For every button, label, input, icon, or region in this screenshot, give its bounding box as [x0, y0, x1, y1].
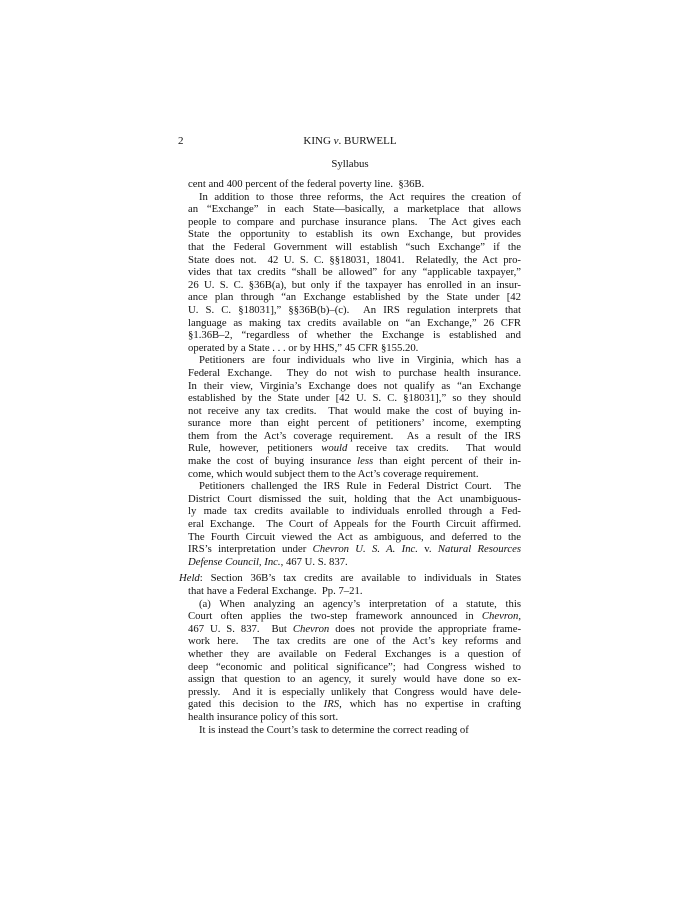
text-line	[188, 673, 521, 686]
text-segment: IRS’s interpretation under	[188, 543, 313, 556]
text-line	[188, 493, 521, 506]
text-segment: Rule, however, petitioners	[188, 442, 322, 455]
text-segment: ly made tax credits available to individuals enrolled through a Fed-	[188, 505, 521, 518]
text-line	[188, 648, 521, 661]
text-line	[188, 598, 521, 611]
text-segment: vides that tax credits “shall be allowed” for any “applicable taxpayer,”	[188, 266, 521, 279]
text-segment: District Court dismissed the suit, holding that the Act unambiguous-	[188, 492, 521, 505]
paragraph	[188, 191, 521, 355]
text-segment: operated by a State . . . or by HHS,” 45 CFR §155.20.	[188, 341, 419, 354]
text-line	[188, 724, 521, 737]
running-head-v: v	[333, 135, 339, 147]
text-segment: 467 U. S. 837. But	[188, 622, 293, 635]
text-segment: It is instead the Court’s task to determine the correct reading of	[199, 723, 469, 736]
text-line	[188, 585, 521, 598]
paragraph	[188, 724, 521, 737]
text-segment: ,	[518, 610, 521, 623]
italic-text: Chevron	[292, 622, 330, 635]
text-line	[188, 291, 521, 304]
text-segment: Petitioners challenged the IRS Rule in Federal District Court. The	[199, 480, 521, 493]
text-line	[188, 367, 521, 380]
text-line	[188, 304, 521, 317]
text-segment: not receive any tax credits. That would make the cost of buying in-	[188, 404, 521, 417]
text-line	[188, 505, 521, 518]
text-line	[188, 430, 521, 443]
text-line	[188, 266, 521, 279]
italic-text: would	[321, 442, 348, 455]
text-line	[188, 342, 521, 355]
text-line	[188, 661, 521, 674]
text-line	[188, 216, 521, 229]
text-line	[188, 455, 521, 468]
italic-text: Chevron	[481, 610, 519, 623]
text-line	[188, 417, 521, 430]
text-segment: U. S. C. §18031],” §§36B(b)–(c). An IRS regulation interprets that	[188, 303, 521, 316]
text-segment: whether they are available on Federal Exchanges is a question of	[188, 647, 521, 660]
text-segment: eral Exchange. The Court of Appeals for the Fourth Circuit affirmed.	[188, 518, 521, 531]
text-segment: (a) When analyzing an agency’s interpretation of a statute, this	[199, 597, 521, 610]
text-segment: In their view, Virginia’s Exchange does not qualify as “an Exchange	[188, 379, 521, 392]
held-paragraph	[179, 572, 521, 597]
paragraph	[188, 354, 521, 480]
text-line	[188, 380, 521, 393]
text-segment: an “Exchange” in each State—basically, a marketplace that allows	[188, 203, 521, 216]
text-line	[188, 468, 521, 481]
text-segment: State does not. 42 U. S. C. §§18031, 18041. Relatedly, the Act pro-	[188, 253, 521, 266]
text-line	[188, 191, 521, 204]
text-segment: In addition to those three reforms, the Act requires the creation of	[199, 190, 521, 203]
text-segment: receive tax credits. That would	[347, 442, 521, 455]
italic-text: Held	[179, 572, 200, 585]
text-segment: Petitioners are four individuals who live in Virginia, which has a	[199, 354, 521, 367]
text-segment: established by the State under [42 U. S. C. §18031],” so they should	[188, 392, 521, 405]
text-segment: assign that question to an agency, it surely would have done so ex-	[188, 673, 521, 686]
text-line	[188, 698, 521, 711]
text-segment: Federal Exchange. They do not wish to purchase health insurance.	[188, 366, 521, 379]
text-line	[188, 241, 521, 254]
text-segment: , which has no expertise in crafting	[339, 698, 521, 711]
text-segment: ance plan through “an Exchange established by the State under [42	[188, 291, 521, 304]
text-line	[188, 178, 521, 191]
text-segment: gated this decision to the	[188, 698, 324, 711]
text-line	[188, 531, 521, 544]
text-line	[188, 203, 521, 216]
text-line	[188, 317, 521, 330]
text-line	[188, 392, 521, 405]
italic-text: Defense Council, Inc.	[188, 555, 281, 568]
text-line	[188, 442, 521, 455]
text-segment: deep “economic and political significance”; had Congress wished to	[188, 660, 521, 673]
text-line	[188, 405, 521, 418]
running-head-pre: KING	[303, 135, 334, 147]
text-segment: them from the Act’s coverage requirement. As a result of the IRS	[188, 429, 521, 442]
text-segment: The Fourth Circuit viewed the Act as ambiguous, and deferred to the	[188, 530, 521, 543]
text-segment: Court often applies the two-step framework announced in	[188, 610, 482, 623]
text-segment: than eight percent of their in-	[373, 455, 521, 468]
italic-text: IRS	[323, 698, 340, 711]
text-segment: §1.36B–2, “regardless of whether the Exchange is established and	[188, 329, 521, 342]
text-segment: v.	[417, 543, 438, 556]
text-line	[188, 480, 521, 493]
text-line	[188, 329, 521, 342]
text-segment: State the opportunity to establish its own Exchange, but provides	[188, 228, 521, 241]
italic-text: Chevron U. S. A. Inc.	[312, 543, 418, 556]
italic-text: less	[357, 455, 374, 468]
italic-text: Natural Resources	[437, 543, 521, 556]
text-segment: : Section 36B’s tax credits are available to individuals in States	[199, 572, 521, 585]
text-segment: come, which would subject them to the Act’s coverage requirement.	[188, 467, 479, 480]
text-segment: health insurance policy of this sort.	[188, 710, 339, 723]
running-head	[0, 134, 700, 148]
text-line	[188, 686, 521, 699]
text-segment: does not provide the appropriate frame-	[329, 622, 522, 635]
paragraph	[188, 178, 521, 191]
text-line	[188, 711, 521, 724]
text-line	[179, 572, 521, 585]
text-line	[188, 518, 521, 531]
section-title: Syllabus	[331, 158, 369, 170]
text-line	[188, 354, 521, 367]
text-segment: people to compare and purchase insurance plans. The Act gives each	[188, 215, 521, 228]
text-segment: make the cost of buying insurance	[188, 455, 358, 468]
paragraph	[188, 480, 521, 568]
text-segment: pressly. And it is especially unlikely that Congress would have dele-	[188, 685, 521, 698]
paragraph	[188, 598, 521, 724]
text-segment: surance more than eight percent of petitioners’ income, exempting	[188, 417, 521, 430]
text-segment: language as making tax credits available on “an Exchange,” 26 CFR	[188, 316, 521, 329]
text-segment: that the Federal Government will establish “such Exchange” if the	[188, 240, 521, 253]
text-segment: cent and 400 percent of the federal poverty line. §36B.	[188, 178, 425, 190]
document-body	[179, 178, 522, 736]
text-segment: , 467 U. S. 837.	[280, 555, 348, 568]
text-segment: 26 U. S. C. §36B(a), but only if the taxpayer has enrolled in an insur-	[188, 278, 521, 291]
text-segment: work here. The tax credits are one of the Act’s key reforms and	[188, 635, 521, 648]
text-line	[188, 254, 521, 267]
text-line	[188, 228, 521, 241]
text-line	[188, 610, 521, 623]
text-line	[188, 556, 521, 569]
text-line	[188, 279, 521, 292]
text-line	[188, 543, 521, 556]
running-head-post: . BURWELL	[338, 135, 397, 147]
text-segment: that have a Federal Exchange. Pp. 7–21.	[188, 585, 363, 597]
text-line	[188, 635, 521, 648]
text-line	[188, 623, 521, 636]
page-number: 2	[178, 135, 184, 147]
